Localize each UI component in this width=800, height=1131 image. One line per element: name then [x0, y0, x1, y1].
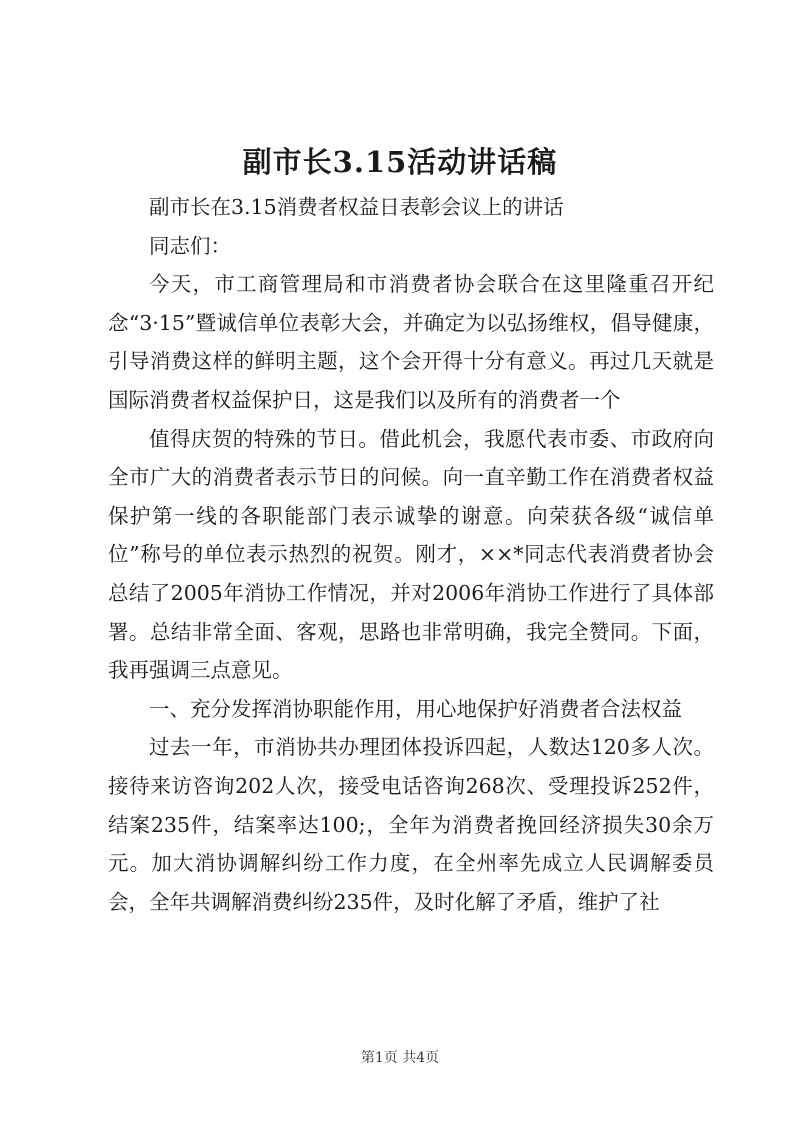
subtitle-paragraph: 副市长在3.15消费者权益日表彰会议上的讲话: [149, 195, 564, 219]
salutation-paragraph: 同志们：: [149, 233, 231, 258]
body-paragraph: 今天，市工商管理局和市消费者协会联合在这里隆重召开纪念“3·15”暨诚信单位表彰大会，并确定为以弘扬维权，倡导健康，引导消费这样的鲜明主题，这个会开得十分有意义。再过几天就是国际消费者权益保护日，这是我们以及所有的消费者一个: [108, 272, 714, 412]
page-footer: 第1页 共4页: [360, 1050, 440, 1066]
body-paragraph: 值得庆贺的特殊的节日。借此机会，我愿代表市委、市政府向全市广大的消费者表示节日的问候。向一直辛勤工作在消费者权益保护第一线的各职能部门表示诚挚的谢意。向荣获各级“诚信单位”称号的单位表示热烈的祝贺。刚才，××*同志代表消费者协会总结了2005年消协工作情况，并对2006年消协工作进行了具体部署。总结非常全面、客观，思路也非常明确，我完全赞同。下面，我再强调三点意见。: [108, 426, 714, 683]
body-paragraph: 过去一年，市消协共办理团体投诉四起，人数达120多人次。接待来访咨询202人次，接受电话咨询268次、受理投诉252件，结案235件，结案率达100;，全年为消费者挽回经济损失30余万元。加大消协调解纠纷工作力度，在全州率先成立人民调解委员会，全年共调解消费纠纷235件，及时化解了矛盾，维护了社: [108, 735, 714, 914]
page-title: 副市长3.15活动讲话稿: [242, 145, 558, 179]
document-body: [108, 188, 714, 921]
section-heading: 一、充分发挥消协职能作用，用心地保护好消费者合法权益: [149, 696, 682, 721]
